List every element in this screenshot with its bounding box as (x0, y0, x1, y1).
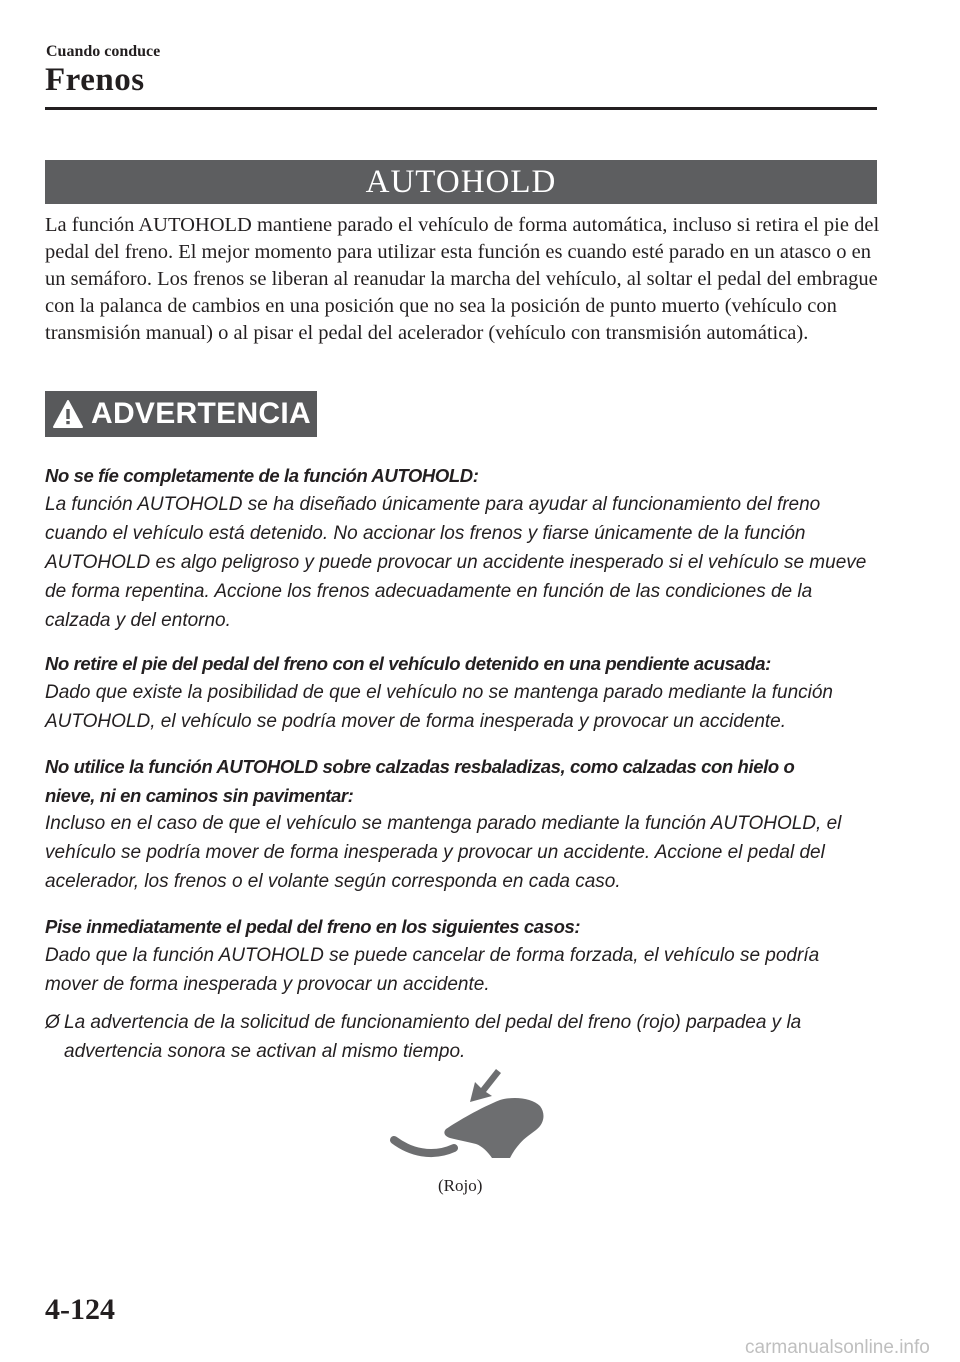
warning-body: La función AUTOHOLD se ha diseñado únicamente para ayudar al funcionamiento del freno cuando el vehículo está detenido. No accionar los frenos y fiarse únicamente de la función AUTOHOLD es algo peligroso y puede provocar un accidente inesperado si el vehículo se mueve de forma repentina. Accione los frenos adecuadamente en función de las condiciones de la calzada y del entorno. (45, 494, 867, 631)
warning-label-box (45, 391, 317, 437)
warning-body: Dado que existe la posibilidad de que el vehículo no se mantenga parado mediante la función AUTOHOLD, el vehículo se podría mover de forma inesperada y provocar un accidente. (45, 682, 833, 732)
bullet-text: La advertencia de la solicitud de funcionamiento del pedal del freno (rojo) parpadea y la advertencia sonora se activan al mismo tiempo. (64, 1012, 802, 1062)
page-number: 4-124 (45, 1293, 115, 1326)
warning-body: Incluso en el caso de que el vehículo se mantenga parado mediante la función AUTOHOLD, el vehículo se podría mover de forma inesperada y provocar un accidente. Accione el pedal del acelerador, los frenos o el volante según corresponda en cada caso. (45, 813, 842, 892)
title-divider (45, 107, 877, 110)
section-banner (45, 160, 877, 204)
chapter-title: Frenos (45, 62, 145, 98)
bullet-arrow-icon: Ø (45, 1012, 60, 1033)
warning-triangle-icon (45, 391, 91, 437)
warning-heading: Pise inmediatamente el pedal del freno en los siguientes casos: (45, 916, 581, 937)
warning-heading: No utilice la función AUTOHOLD sobre calzadas resbaladizas, como calzadas con hielo o nieve, ni en caminos sin pavimentar: (45, 756, 795, 806)
watermark: carmanualsonline.info (745, 1337, 930, 1358)
warning-heading: No retire el pie del pedal del freno con el vehículo detenido en una pendiente acusada: (45, 653, 771, 674)
figure-caption: (Rojo) (438, 1176, 483, 1195)
warning-body: Dado que la función AUTOHOLD se puede cancelar de forma forzada, el vehículo se podría mover de forma inesperada y provocar un accidente. (45, 945, 820, 995)
bullet-item (45, 1008, 875, 1066)
warning-label: ADVERTENCIA (91, 397, 311, 430)
intro-paragraph: La función AUTOHOLD mantiene parado el vehículo de forma automática, incluso si retira el pie del pedal del freno. El mejor momento para utilizar esta función es cuando esté parado en un atasco o en un semáforo. Los frenos se liberan al reanudar la marcha del vehículo, al soltar el pedal del embrague con la palanca de cambios en una posición que no sea la posición de punto muerto (vehículo con transmisión manual) o al pisar el pedal del acelerador (vehículo con transmisión automática). (45, 214, 880, 344)
brake-pedal-request-icon (388, 1066, 548, 1166)
section-banner-title: AUTOHOLD (365, 163, 557, 200)
section-label: Cuando conduce (46, 43, 161, 60)
warning-heading: No se fíe completamente de la función AUTOHOLD: (45, 465, 479, 486)
